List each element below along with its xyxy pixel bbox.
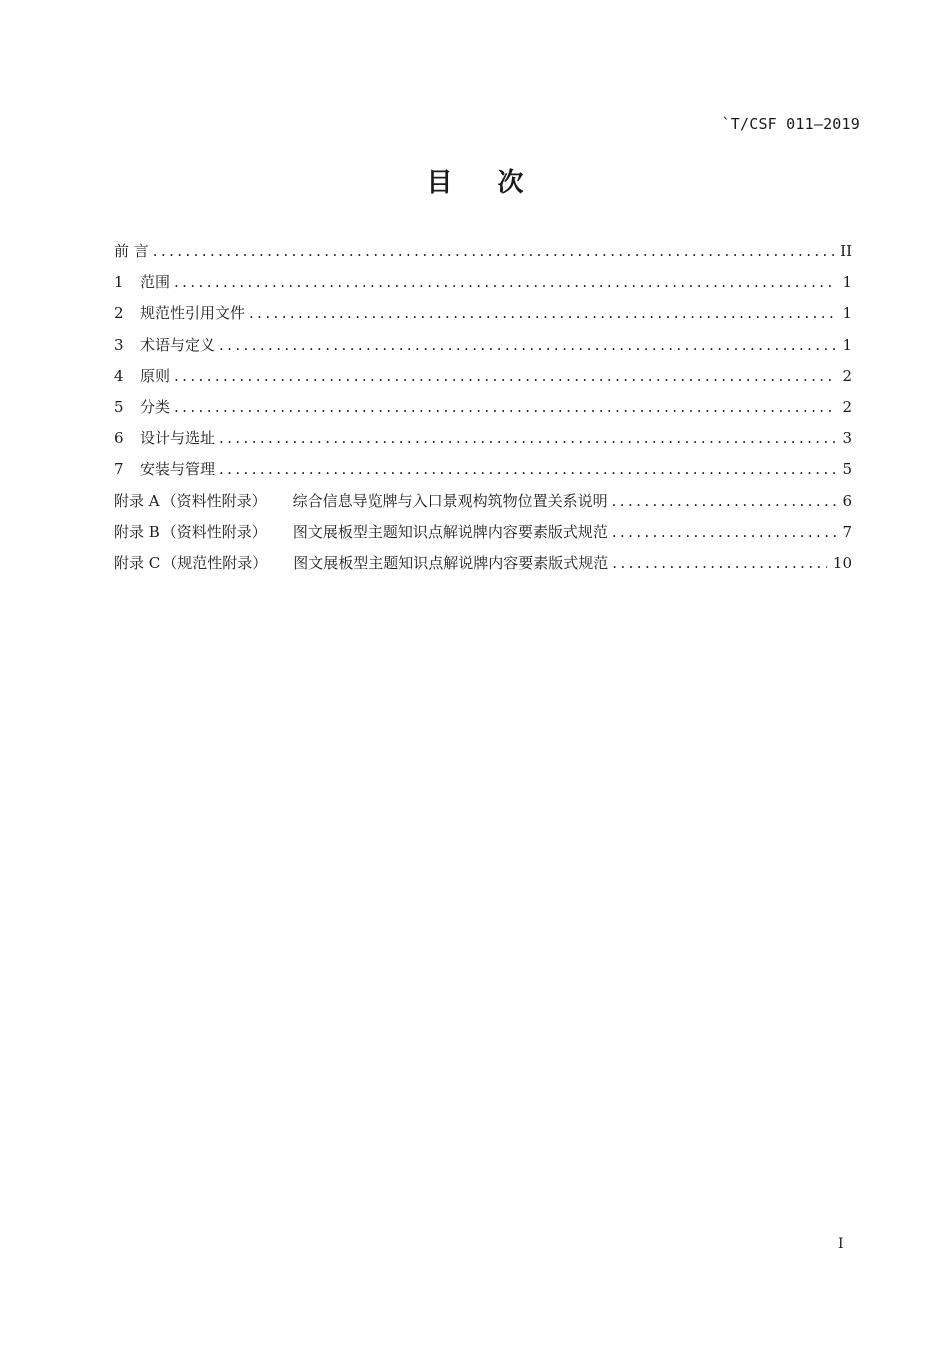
toc-entry-section[interactable] [114,458,852,489]
toc-entry-number: 3 [114,335,124,354]
toc-entry-section[interactable] [114,271,852,302]
toc-annex-label: 附录 B [114,522,160,541]
toc-entry-page: 1 [842,335,852,354]
toc-entry-number: 6 [114,429,124,448]
toc-entry-page: 6 [842,491,852,510]
toc-leader-dots [219,460,836,478]
toc-entry-page: 5 [842,460,852,479]
toc-entry-text: 前 言 [114,242,149,260]
toc-entry-text: 综合信息导览牌与入口景观构筑物位置关系说明 [292,491,608,510]
toc-leader-dots [249,304,836,322]
toc-leader-dots [174,398,836,416]
toc-entry-text: 术语与定义 [140,335,216,354]
toc-leader-dots [174,273,836,291]
toc-annex-label: 附录 A [114,491,160,510]
toc-entry-text: 范围 [140,273,171,292]
toc-entry-text: 分类 [140,397,171,416]
toc-entry-page: 10 [832,553,852,572]
page-number: I [838,1236,844,1252]
toc-leader-dots [219,336,836,354]
toc-entry-annex[interactable] [114,521,852,552]
toc-entry-section[interactable] [114,365,852,396]
toc-annex-type: （资料性附录） [161,522,267,541]
toc-entry-text: 原则 [140,366,171,385]
toc-entry-page: II [840,242,852,260]
toc-leader-dots [153,242,834,260]
toc-entry-page: 1 [842,304,852,323]
toc-entry-foreword[interactable] [114,240,852,271]
toc-entry-section[interactable] [114,427,852,458]
toc-entry-text: 设计与选址 [140,429,216,448]
toc-annex-label: 附录 C [114,553,161,572]
toc-entry-number: 4 [114,366,124,385]
toc-entry-page: 7 [842,522,852,541]
toc-entry-number: 5 [114,397,124,416]
toc-entry-page: 2 [842,397,852,416]
toc-entry-section[interactable] [114,302,852,333]
toc-entry-text: 安装与管理 [140,460,216,479]
table-of-contents [114,240,852,583]
standard-code: `T/CSF 011—2019 [721,115,860,133]
toc-entry-number: 2 [114,304,124,323]
toc-entry-section[interactable] [114,396,852,427]
toc-leader-dots [174,367,836,385]
page-title: 目 次 [426,168,542,198]
toc-entry-number: 7 [114,460,124,479]
toc-entry-text: 规范性引用文件 [140,304,246,323]
toc-entry-page: 3 [842,429,852,448]
toc-leader-dots [612,523,837,541]
toc-entry-page: 1 [842,273,852,292]
toc-entry-number: 1 [114,273,124,292]
toc-entry-text: 图文展板型主题知识点解说牌内容要素版式规范 [293,553,609,572]
toc-leader-dots [612,492,837,510]
toc-leader-dots [612,554,827,572]
toc-entry-page: 2 [842,366,852,385]
toc-entry-annex[interactable] [114,552,852,583]
toc-entry-annex[interactable] [114,490,852,521]
toc-annex-type: （规范性附录） [162,553,268,572]
toc-leader-dots [219,429,836,447]
toc-annex-type: （资料性附录） [161,491,267,510]
toc-entry-text: 图文展板型主题知识点解说牌内容要素版式规范 [292,522,608,541]
toc-entry-section[interactable] [114,334,852,365]
